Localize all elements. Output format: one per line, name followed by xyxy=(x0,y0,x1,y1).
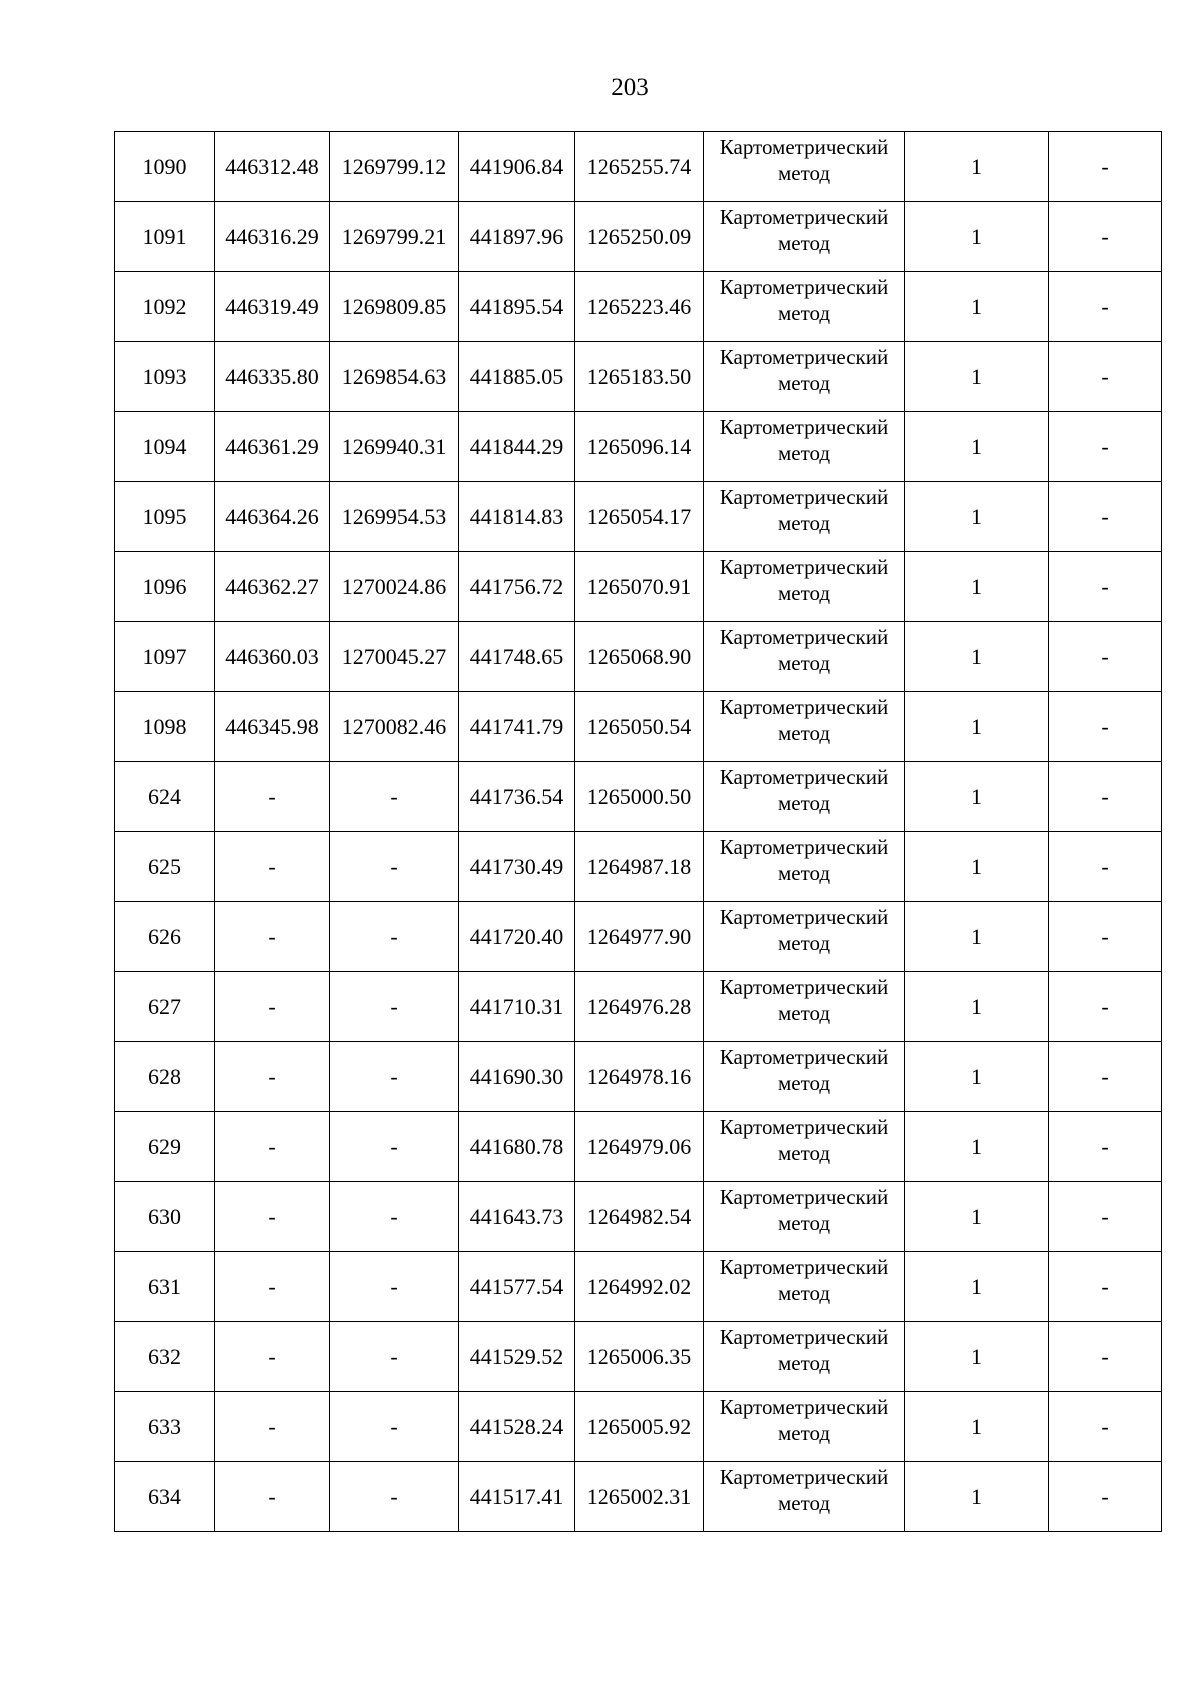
x-new-cell: 441643.73 xyxy=(459,1182,575,1252)
y-old-cell: - xyxy=(330,1182,459,1252)
method-cell xyxy=(704,482,905,552)
x-new-cell: 441690.30 xyxy=(459,1042,575,1112)
note-cell: - xyxy=(1049,132,1162,202)
point-number-cell: 1093 xyxy=(115,342,215,412)
x-new-cell: 441736.54 xyxy=(459,762,575,832)
point-number-cell: 625 xyxy=(115,832,215,902)
method-cell xyxy=(704,1322,905,1392)
accuracy-cell: 1 xyxy=(905,342,1049,412)
method-cell xyxy=(704,1392,905,1462)
note-cell: - xyxy=(1049,1462,1162,1532)
table-row xyxy=(115,1112,1162,1182)
method-line-1: Картометрический xyxy=(719,1115,889,1139)
y-new-cell: 1264976.28 xyxy=(575,972,704,1042)
x-new-cell: 441529.52 xyxy=(459,1322,575,1392)
accuracy-cell: 1 xyxy=(905,832,1049,902)
note-cell: - xyxy=(1049,832,1162,902)
table-row xyxy=(115,342,1162,412)
x-new-cell: 441680.78 xyxy=(459,1112,575,1182)
method-cell xyxy=(704,692,905,762)
method-cell xyxy=(704,1112,905,1182)
x-old-cell: 446364.26 xyxy=(215,482,330,552)
point-number-cell: 630 xyxy=(115,1182,215,1252)
method-cell xyxy=(704,272,905,342)
point-number-cell: 627 xyxy=(115,972,215,1042)
x-new-cell: 441741.79 xyxy=(459,692,575,762)
method-line-1: Картометрический xyxy=(719,1185,889,1209)
y-old-cell: - xyxy=(330,832,459,902)
point-number-cell: 1096 xyxy=(115,552,215,622)
y-new-cell: 1264982.54 xyxy=(575,1182,704,1252)
method-line-2: метод xyxy=(777,301,831,325)
accuracy-cell: 1 xyxy=(905,902,1049,972)
method-line-2: метод xyxy=(777,1491,831,1515)
method-line-2: метод xyxy=(777,1421,831,1445)
method-cell xyxy=(704,902,905,972)
x-old-cell: 446316.29 xyxy=(215,202,330,272)
table-row xyxy=(115,972,1162,1042)
method-line-2: метод xyxy=(777,1211,831,1235)
accuracy-cell: 1 xyxy=(905,762,1049,832)
table-row xyxy=(115,202,1162,272)
method-cell xyxy=(704,1182,905,1252)
method-line-1: Картометрический xyxy=(719,1255,889,1279)
method-line-1: Картометрический xyxy=(719,1465,889,1489)
y-old-cell: - xyxy=(330,1042,459,1112)
y-old-cell: 1270045.27 xyxy=(330,622,459,692)
x-old-cell: - xyxy=(215,832,330,902)
method-line-2: метод xyxy=(777,231,831,255)
accuracy-cell: 1 xyxy=(905,1322,1049,1392)
x-old-cell: 446361.29 xyxy=(215,412,330,482)
y-new-cell: 1265096.14 xyxy=(575,412,704,482)
method-cell xyxy=(704,832,905,902)
y-old-cell: 1269954.53 xyxy=(330,482,459,552)
method-line-2: метод xyxy=(777,161,831,185)
point-number-cell: 1094 xyxy=(115,412,215,482)
y-new-cell: 1265000.50 xyxy=(575,762,704,832)
y-new-cell: 1265050.54 xyxy=(575,692,704,762)
method-line-2: метод xyxy=(777,1071,831,1095)
method-line-1: Картометрический xyxy=(719,275,889,299)
table-row xyxy=(115,1252,1162,1322)
method-line-1: Картометрический xyxy=(719,1045,889,1069)
y-old-cell: - xyxy=(330,1392,459,1462)
accuracy-cell: 1 xyxy=(905,552,1049,622)
y-new-cell: 1265223.46 xyxy=(575,272,704,342)
y-new-cell: 1265070.91 xyxy=(575,552,704,622)
note-cell: - xyxy=(1049,1182,1162,1252)
method-line-2: метод xyxy=(777,1001,831,1025)
note-cell: - xyxy=(1049,762,1162,832)
note-cell: - xyxy=(1049,272,1162,342)
x-old-cell: - xyxy=(215,1462,330,1532)
table-row xyxy=(115,482,1162,552)
point-number-cell: 1092 xyxy=(115,272,215,342)
y-new-cell: 1265054.17 xyxy=(575,482,704,552)
point-number-cell: 629 xyxy=(115,1112,215,1182)
x-old-cell: 446360.03 xyxy=(215,622,330,692)
y-new-cell: 1265006.35 xyxy=(575,1322,704,1392)
y-new-cell: 1264979.06 xyxy=(575,1112,704,1182)
y-old-cell: 1269799.12 xyxy=(330,132,459,202)
accuracy-cell: 1 xyxy=(905,132,1049,202)
x-new-cell: 441814.83 xyxy=(459,482,575,552)
point-number-cell: 1097 xyxy=(115,622,215,692)
method-line-1: Картометрический xyxy=(719,345,889,369)
x-old-cell: 446335.80 xyxy=(215,342,330,412)
y-old-cell: - xyxy=(330,1462,459,1532)
y-old-cell: - xyxy=(330,972,459,1042)
accuracy-cell: 1 xyxy=(905,482,1049,552)
coordinates-table xyxy=(114,131,1162,1532)
point-number-cell: 626 xyxy=(115,902,215,972)
method-line-1: Картометрический xyxy=(719,695,889,719)
y-new-cell: 1264992.02 xyxy=(575,1252,704,1322)
note-cell: - xyxy=(1049,972,1162,1042)
note-cell: - xyxy=(1049,1392,1162,1462)
accuracy-cell: 1 xyxy=(905,1462,1049,1532)
point-number-cell: 634 xyxy=(115,1462,215,1532)
table-row xyxy=(115,552,1162,622)
note-cell: - xyxy=(1049,1112,1162,1182)
x-new-cell: 441885.05 xyxy=(459,342,575,412)
table-row xyxy=(115,1322,1162,1392)
accuracy-cell: 1 xyxy=(905,972,1049,1042)
point-number-cell: 628 xyxy=(115,1042,215,1112)
accuracy-cell: 1 xyxy=(905,1042,1049,1112)
method-line-1: Картометрический xyxy=(719,555,889,579)
y-new-cell: 1265068.90 xyxy=(575,622,704,692)
x-old-cell: 446362.27 xyxy=(215,552,330,622)
method-line-1: Картометрический xyxy=(719,905,889,929)
method-line-2: метод xyxy=(777,371,831,395)
accuracy-cell: 1 xyxy=(905,272,1049,342)
method-line-1: Картометрический xyxy=(719,1395,889,1419)
y-old-cell: - xyxy=(330,1112,459,1182)
method-line-2: метод xyxy=(777,511,831,535)
note-cell: - xyxy=(1049,482,1162,552)
table-row xyxy=(115,832,1162,902)
method-line-1: Картометрический xyxy=(719,1325,889,1349)
method-line-2: метод xyxy=(777,651,831,675)
y-old-cell: - xyxy=(330,1252,459,1322)
x-old-cell: - xyxy=(215,1322,330,1392)
method-line-2: метод xyxy=(777,931,831,955)
method-line-1: Картометрический xyxy=(719,765,889,789)
note-cell: - xyxy=(1049,1322,1162,1392)
method-line-1: Картометрический xyxy=(719,135,889,159)
x-old-cell: - xyxy=(215,972,330,1042)
y-new-cell: 1265002.31 xyxy=(575,1462,704,1532)
table-row xyxy=(115,412,1162,482)
method-line-1: Картометрический xyxy=(719,485,889,509)
y-old-cell: - xyxy=(330,762,459,832)
accuracy-cell: 1 xyxy=(905,1252,1049,1322)
x-new-cell: 441577.54 xyxy=(459,1252,575,1322)
accuracy-cell: 1 xyxy=(905,412,1049,482)
x-old-cell: - xyxy=(215,1252,330,1322)
table-row xyxy=(115,272,1162,342)
x-old-cell: - xyxy=(215,1182,330,1252)
method-cell xyxy=(704,132,905,202)
y-new-cell: 1265183.50 xyxy=(575,342,704,412)
x-new-cell: 441844.29 xyxy=(459,412,575,482)
table-body xyxy=(115,132,1162,1532)
x-new-cell: 441710.31 xyxy=(459,972,575,1042)
page-number: 203 xyxy=(611,74,649,101)
point-number-cell: 631 xyxy=(115,1252,215,1322)
method-line-2: метод xyxy=(777,1351,831,1375)
method-cell xyxy=(704,762,905,832)
x-old-cell: - xyxy=(215,762,330,832)
accuracy-cell: 1 xyxy=(905,622,1049,692)
method-cell xyxy=(704,1042,905,1112)
x-new-cell: 441528.24 xyxy=(459,1392,575,1462)
method-cell xyxy=(704,1252,905,1322)
y-new-cell: 1264987.18 xyxy=(575,832,704,902)
method-line-1: Картометрический xyxy=(719,415,889,439)
accuracy-cell: 1 xyxy=(905,1112,1049,1182)
x-new-cell: 441895.54 xyxy=(459,272,575,342)
method-cell xyxy=(704,972,905,1042)
method-cell xyxy=(704,622,905,692)
point-number-cell: 624 xyxy=(115,762,215,832)
y-new-cell: 1264978.16 xyxy=(575,1042,704,1112)
method-line-1: Картометрический xyxy=(719,625,889,649)
method-line-2: метод xyxy=(777,861,831,885)
table-row xyxy=(115,902,1162,972)
y-old-cell: 1269809.85 xyxy=(330,272,459,342)
accuracy-cell: 1 xyxy=(905,202,1049,272)
x-old-cell: - xyxy=(215,902,330,972)
note-cell: - xyxy=(1049,692,1162,762)
method-line-1: Картометрический xyxy=(719,205,889,229)
method-line-2: метод xyxy=(777,581,831,605)
y-old-cell: 1270024.86 xyxy=(330,552,459,622)
y-new-cell: 1265255.74 xyxy=(575,132,704,202)
x-old-cell: 446312.48 xyxy=(215,132,330,202)
method-line-2: метод xyxy=(777,441,831,465)
y-old-cell: 1269799.21 xyxy=(330,202,459,272)
x-old-cell: 446319.49 xyxy=(215,272,330,342)
method-line-1: Картометрический xyxy=(719,835,889,859)
x-old-cell: - xyxy=(215,1392,330,1462)
table-row xyxy=(115,1042,1162,1112)
note-cell: - xyxy=(1049,552,1162,622)
point-number-cell: 1091 xyxy=(115,202,215,272)
method-cell xyxy=(704,342,905,412)
x-new-cell: 441756.72 xyxy=(459,552,575,622)
method-line-2: метод xyxy=(777,791,831,815)
table-row xyxy=(115,1462,1162,1532)
method-line-2: метод xyxy=(777,721,831,745)
method-cell xyxy=(704,412,905,482)
point-number-cell: 1098 xyxy=(115,692,215,762)
y-old-cell: 1269940.31 xyxy=(330,412,459,482)
y-new-cell: 1265250.09 xyxy=(575,202,704,272)
table-row xyxy=(115,132,1162,202)
x-old-cell: 446345.98 xyxy=(215,692,330,762)
note-cell: - xyxy=(1049,1042,1162,1112)
accuracy-cell: 1 xyxy=(905,1182,1049,1252)
accuracy-cell: 1 xyxy=(905,692,1049,762)
x-old-cell: - xyxy=(215,1112,330,1182)
x-new-cell: 441897.96 xyxy=(459,202,575,272)
y-old-cell: 1269854.63 xyxy=(330,342,459,412)
y-old-cell: - xyxy=(330,1322,459,1392)
y-new-cell: 1264977.90 xyxy=(575,902,704,972)
note-cell: - xyxy=(1049,412,1162,482)
x-old-cell: - xyxy=(215,1042,330,1112)
note-cell: - xyxy=(1049,202,1162,272)
method-cell xyxy=(704,202,905,272)
method-cell xyxy=(704,1462,905,1532)
x-new-cell: 441906.84 xyxy=(459,132,575,202)
note-cell: - xyxy=(1049,1252,1162,1322)
point-number-cell: 1095 xyxy=(115,482,215,552)
table-row xyxy=(115,762,1162,832)
y-old-cell: 1270082.46 xyxy=(330,692,459,762)
x-new-cell: 441517.41 xyxy=(459,1462,575,1532)
x-new-cell: 441720.40 xyxy=(459,902,575,972)
table-row xyxy=(115,1392,1162,1462)
method-line-2: метод xyxy=(777,1281,831,1305)
point-number-cell: 632 xyxy=(115,1322,215,1392)
x-new-cell: 441730.49 xyxy=(459,832,575,902)
table-row xyxy=(115,692,1162,762)
note-cell: - xyxy=(1049,342,1162,412)
method-line-1: Картометрический xyxy=(719,975,889,999)
table-row xyxy=(115,1182,1162,1252)
x-new-cell: 441748.65 xyxy=(459,622,575,692)
point-number-cell: 633 xyxy=(115,1392,215,1462)
accuracy-cell: 1 xyxy=(905,1392,1049,1462)
point-number-cell: 1090 xyxy=(115,132,215,202)
table-row xyxy=(115,622,1162,692)
method-cell xyxy=(704,552,905,622)
method-line-2: метод xyxy=(777,1141,831,1165)
note-cell: - xyxy=(1049,622,1162,692)
y-old-cell: - xyxy=(330,902,459,972)
y-new-cell: 1265005.92 xyxy=(575,1392,704,1462)
note-cell: - xyxy=(1049,902,1162,972)
